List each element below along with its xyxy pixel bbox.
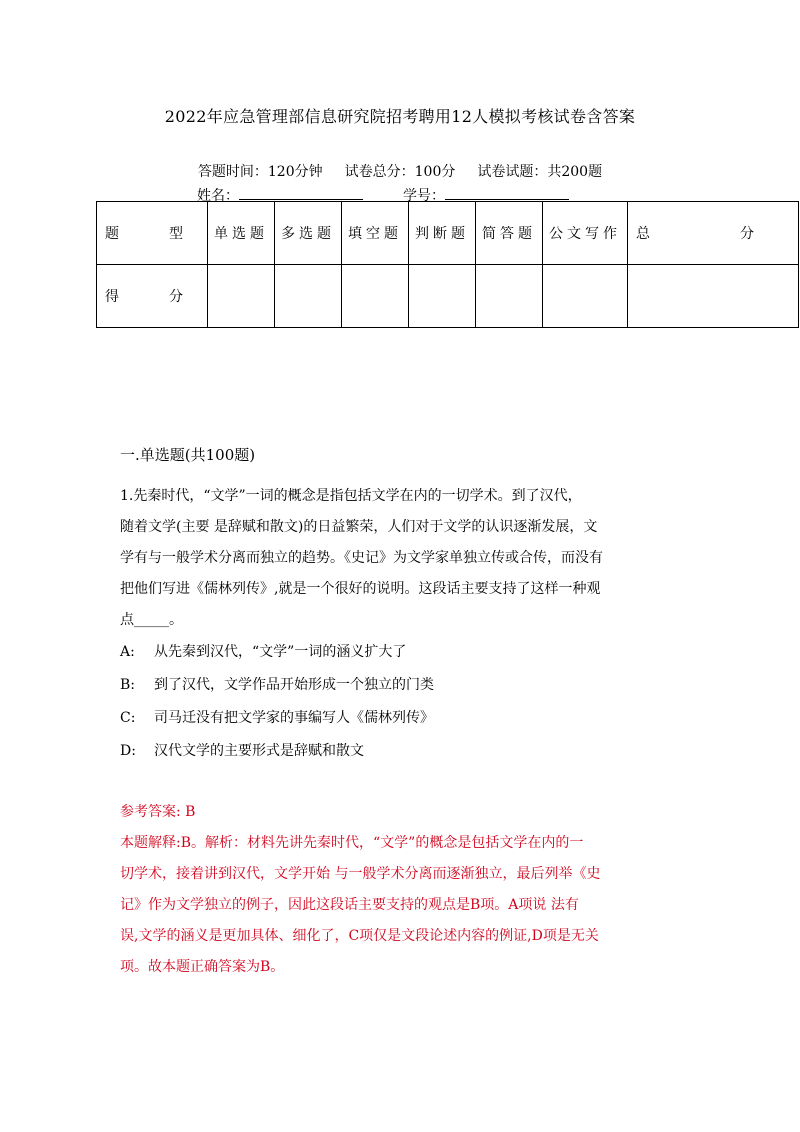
option-text: 汉代文学的主要形式是辞赋和散文: [154, 743, 364, 759]
exam-info-line: [0, 160, 800, 184]
explanation-line: 切学术，接着讲到汉代，文学开始 与一般学术分离而逐渐独立，最后列举《史: [120, 866, 601, 882]
section-heading: 一.单选题(共100题): [120, 446, 256, 464]
score-cell[interactable]: [409, 265, 476, 328]
score-table-score-row: [97, 265, 799, 328]
option-label: D:: [120, 743, 136, 759]
score-header-cell: 题 型: [97, 202, 208, 265]
question-stem-line: 学有与一般学术分离而独立的趋势。《史记》为文学家单独立传或合传，而没有: [120, 550, 603, 566]
document-title: 2022年应急管理部信息研究院招考聘用12人模拟考核试卷含答案: [164, 107, 636, 126]
question-stem-line: 随着文学(主要 是辞赋和散文)的日益繁荣，人们对于文学的认识逐渐发展，文: [120, 519, 598, 535]
option-text: 从先秦到汉代，“文学”一词的涵义扩大了: [154, 644, 407, 660]
name-label: 姓名：: [197, 188, 239, 204]
id-blank: [445, 185, 569, 200]
explanation-line: 项。故本题正确答案为B。: [120, 959, 285, 975]
score-cell[interactable]: [275, 265, 342, 328]
exam-time: 答题时间：120分钟: [197, 164, 323, 180]
explanation-line: 记》作为文学独立的例子，因此这段话主要支持的观点是B项。A项说 法有: [120, 897, 579, 913]
score-header-cell: 简答题: [476, 202, 543, 265]
exam-question-count: 试卷试题：共200题: [477, 164, 603, 180]
score-header-cell: 公文写作: [543, 202, 628, 265]
score-header-cell: 判断题: [409, 202, 476, 265]
score-header-cell: 总 分: [628, 202, 799, 265]
score-table: [96, 201, 799, 328]
score-table-header-row: [97, 202, 799, 265]
option-c[interactable]: [120, 702, 680, 735]
option-a[interactable]: [120, 636, 680, 669]
option-text: 司马迁没有把文学家的事编写人《儒林列传》: [154, 710, 434, 726]
question-stem-line: 1.先秦时代，“文学”一词的概念是指包括文学在内的一切学术。到了汉代，: [120, 488, 582, 504]
score-cell[interactable]: [543, 265, 628, 328]
option-label: C:: [120, 710, 136, 726]
score-row-label: 得 分: [97, 265, 208, 328]
reference-answer: 参考答案: B: [120, 804, 196, 820]
score-cell[interactable]: [476, 265, 543, 328]
id-label: 学号：: [403, 188, 445, 204]
question-1: [120, 481, 680, 768]
option-label: A:: [120, 644, 135, 660]
score-cell[interactable]: [208, 265, 275, 328]
option-label: B:: [120, 677, 136, 693]
name-blank: [239, 185, 363, 200]
exam-total-score: 试卷总分：100分: [344, 164, 456, 180]
option-b[interactable]: [120, 669, 680, 702]
score-header-cell: 填空题: [342, 202, 409, 265]
explanation-line: 本题解释:B。解析：材料先讲先秦时代，“文学”的概念是包括文学在内的一: [120, 835, 584, 851]
option-text: 到了汉代，文学作品开始形成一个独立的门类: [154, 677, 434, 693]
question-stem-line: 点_____。: [120, 612, 183, 628]
explanation-line: 误,文学的涵义是更加具体、细化了，C项仅是文段论述内容的例证,D项是无关: [120, 928, 599, 944]
option-d[interactable]: [120, 735, 680, 768]
score-cell[interactable]: [628, 265, 799, 328]
score-header-cell: 多选题: [275, 202, 342, 265]
score-cell[interactable]: [342, 265, 409, 328]
score-header-cell: 单选题: [208, 202, 275, 265]
question-stem-line: 把他们写进《儒林列传》,就是一个很好的说明。这段话主要支持了这样一种观: [120, 581, 601, 597]
answer-block: [120, 797, 680, 983]
